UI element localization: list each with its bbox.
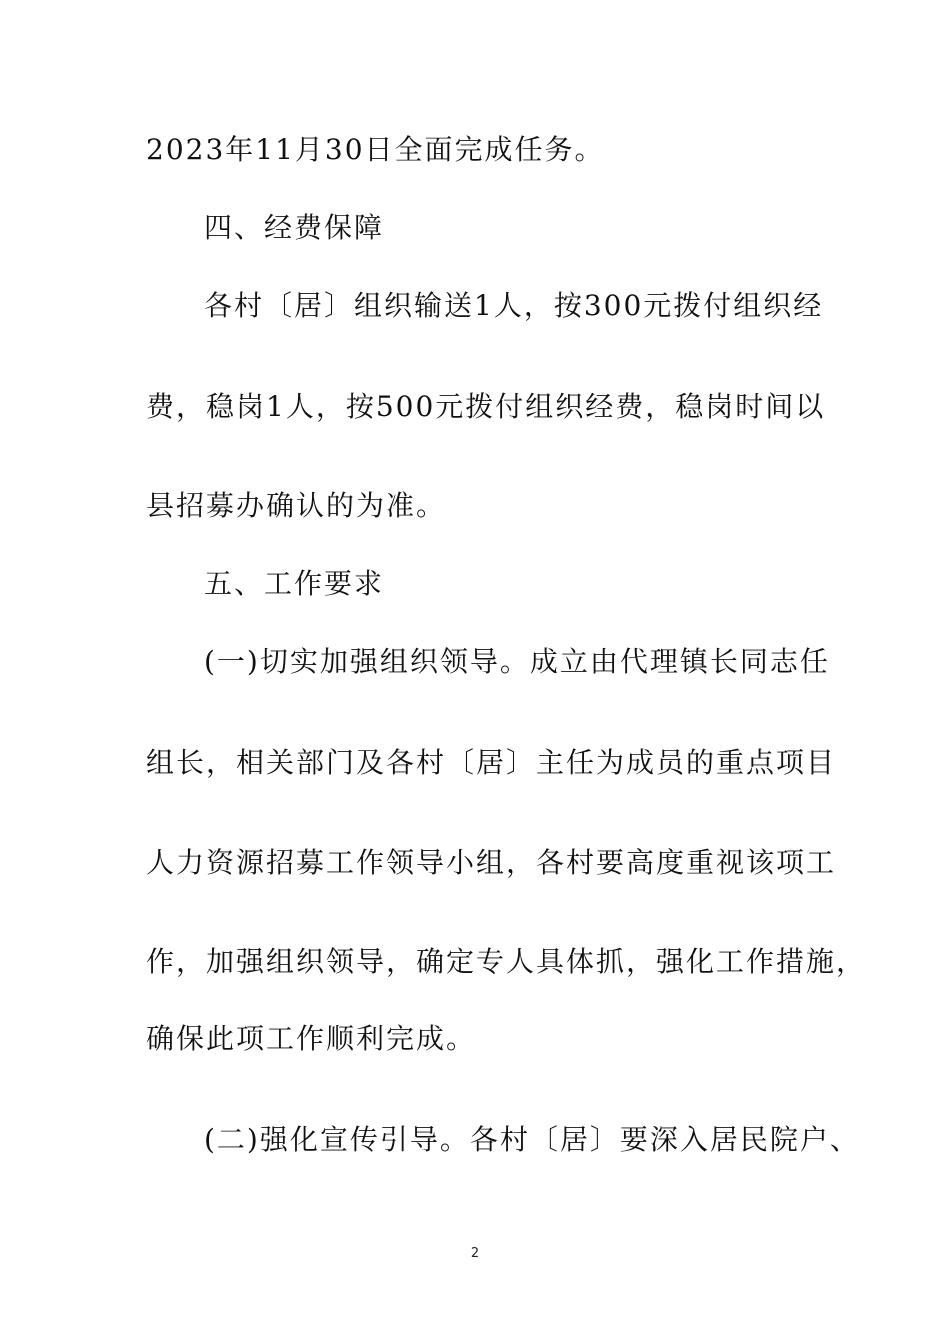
paragraph-line-1: 2023年11月30日全面完成任务。 [146,133,605,166]
paragraph-line-11: 确保此项工作顺利完成。 [146,1022,477,1055]
section-heading-requirements: 五、工作要求 [204,567,385,600]
page-number: 2 [470,1246,480,1261]
paragraph-line-9: 人力资源招募工作领导小组，各村要高度重视该项工 [146,846,837,879]
paragraph-line-10: 作，加强组织领导，确定专人具体抓，强化工作措施， [146,945,867,978]
paragraph-line-12: (二)强化宣传引导。各村〔居〕要深入居民院户、 [204,1123,860,1156]
paragraph-line-3: 各村〔居〕组织输送1人，按300元拨付组织经 [204,289,824,322]
paragraph-line-8: 组长，相关部门及各村〔居〕主任为成员的重点项目 [146,746,837,779]
paragraph-line-4: 费，稳岗1人，按500元拨付组织经费，稳岗时间以 [146,390,826,423]
paragraph-line-5: 县招募办确认的为准。 [146,489,447,522]
paragraph-line-7: (一)切实加强组织领导。成立由代理镇长同志任 [204,645,830,678]
section-heading-funding: 四、经费保障 [204,211,385,244]
